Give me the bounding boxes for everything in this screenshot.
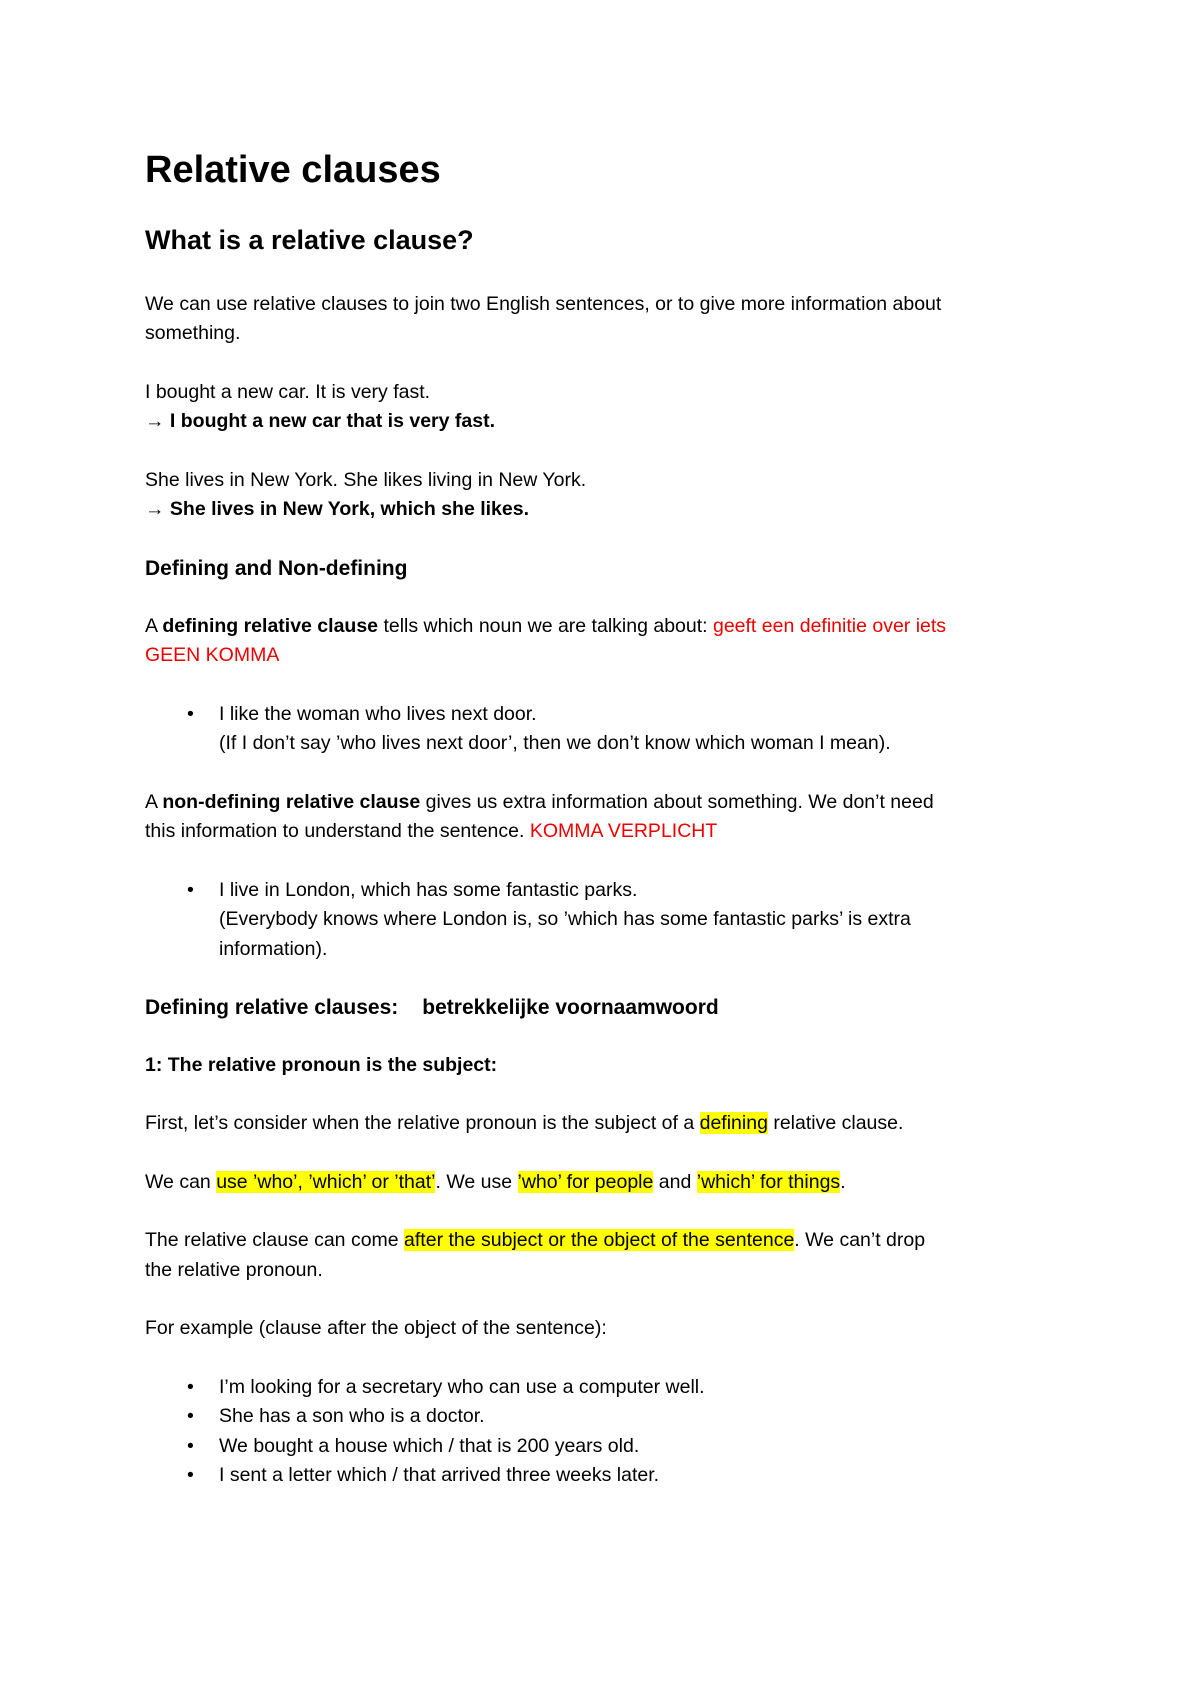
- bullet: •: [187, 702, 194, 725]
- defining-term: defining relative clause: [162, 614, 379, 637]
- bullet: •: [187, 1375, 194, 1398]
- bullet: •: [187, 1464, 194, 1487]
- highlight-defining: defining: [699, 1112, 768, 1135]
- list-item: • I’m looking for a secretary who can use a computer well.: [145, 1373, 1075, 1403]
- highlight-who-which-that: use ’who’, ’which’ or ’that’: [216, 1170, 436, 1193]
- come-paragraph: The relative clause can come after the subject or the object of the sentence. We can’t drop the relative pronoun.: [145, 1229, 926, 1281]
- list-item: • She has a son who is a doctor.: [145, 1402, 1075, 1432]
- intro-paragraph: We can use relative clauses to join two English sentences, or to give more information about something.: [145, 292, 942, 345]
- defining-note-red: geeft een definitie over iets: [712, 614, 947, 637]
- nondefining-paragraph: A non-defining relative clause gives us extra information about something. We don’t need this information to understand the sentence. KOMMA VERPLICHT: [145, 790, 934, 843]
- highlight-who-people: ’who’ for people: [517, 1170, 654, 1193]
- example-1-answer: → I bought a new car that is very fast.: [145, 410, 496, 433]
- heading-defining-pronoun: Defining relative clauses: betrekkelijke voornaamwoord: [145, 996, 719, 1020]
- bullet: •: [187, 1405, 194, 1428]
- object-example-list: [145, 1373, 1075, 1491]
- list-item: • I like the woman who lives next door. (If I don’t say ’who lives next door’, then we don’t know which woman I mean).: [145, 700, 1075, 759]
- example-2: She lives in New York. She likes living in New York. → She lives in New York, which she likes.: [145, 468, 587, 521]
- list-item: • We bought a house which / that is 200 years old.: [145, 1432, 1075, 1462]
- defining-example-list: [145, 700, 1075, 759]
- list-item: • I live in London, which has some fantastic parks. (Everybody knows where London is, so ’which has some fantastic parks’ is extra information).: [145, 876, 1075, 965]
- heading-what-is: What is a relative clause?: [145, 224, 474, 255]
- bullet: •: [187, 878, 194, 901]
- document-body: [145, 148, 1075, 1491]
- example-1: I bought a new car. It is very fast. → I bought a new car that is very fast.: [145, 380, 496, 433]
- list-item: • I sent a letter which / that arrived three weeks later.: [145, 1461, 1075, 1491]
- nondefining-comma-required: KOMMA VERPLICHT: [529, 820, 718, 843]
- defining-no-comma: GEEN KOMMA: [145, 644, 280, 667]
- heading-pronoun-subject: 1: The relative pronoun is the subject:: [145, 1054, 498, 1077]
- use-paragraph: We can use ’who’, ’which’ or ’that’. We use ’who’ for people and ’which’ for things.: [145, 1170, 846, 1193]
- defining-paragraph: A defining relative clause tells which noun we are talking about: geeft een definitie over iets GEEN KOMMA: [145, 614, 947, 667]
- nondefining-term: non-defining relative clause: [162, 790, 421, 813]
- first-paragraph: First, let’s consider when the relative pronoun is the subject of a defining relative clause.: [145, 1112, 904, 1135]
- nondefining-example-list: [145, 876, 1075, 965]
- heading-defining-nondefining: Defining and Non-defining: [145, 556, 408, 580]
- highlight-which-things: ’which’ for things: [696, 1170, 841, 1193]
- example-2-answer: → She lives in New York, which she likes.: [145, 498, 530, 521]
- highlight-subject-object: after the subject or the object of the sentence: [404, 1229, 795, 1252]
- for-example-paragraph: For example (clause after the object of the sentence):: [145, 1317, 607, 1340]
- bullet: •: [187, 1434, 194, 1457]
- page-title: Relative clauses: [145, 149, 441, 191]
